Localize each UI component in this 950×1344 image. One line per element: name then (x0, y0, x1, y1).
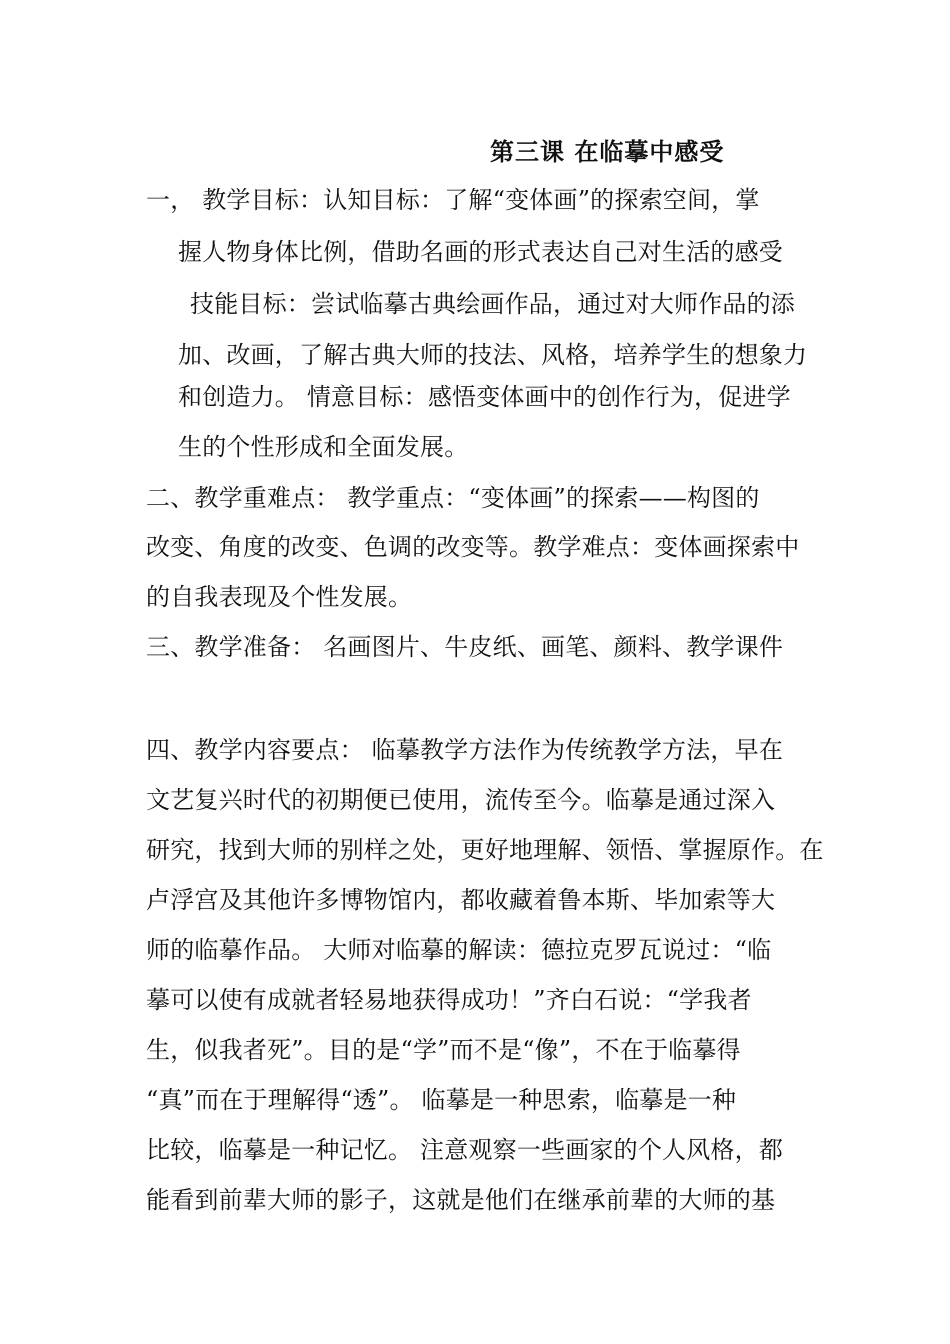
key-points-line-1: 二、教学重难点： 教学重点：“变体画”的探索——构图的 (146, 484, 760, 512)
content-line-10: 能看到前辈大师的影子，这就是他们在继承前辈的大师的基 (146, 1186, 776, 1214)
content-line-3: 研究，找到大师的别样之处，更好地理解、领悟、掌握原作。在 (146, 836, 824, 864)
content-line-4: 卢浮宫及其他许多博物馆内，都收藏着鲁本斯、毕加索等大 (146, 886, 776, 914)
key-points-line-2: 改变、角度的改变、色调的改变等。教学难点：变体画探索中 (146, 533, 800, 561)
content-line-7: 生，似我者死”。目的是“学”而不是“像”，不在于临摹得 (146, 1036, 741, 1064)
content-line-6: 摹可以使有成就者轻易地获得成功！”齐白石说：“学我者 (146, 986, 752, 1014)
lesson-title: 第三课 在临摹中感受 (490, 137, 725, 166)
objectives-line-2: 握人物身体比例，借助名画的形式表达自己对生活的感受 (178, 238, 783, 266)
objectives-line-1: 一， 教学目标：认知目标：了解“变体画”的探索空间，掌 (146, 186, 760, 214)
key-points-line-3: 的自我表现及个性发展。 (146, 583, 413, 611)
content-line-8: “真”而在于理解得“透”。 临摹是一种思索，临摹是一种 (146, 1086, 737, 1114)
preparation-line: 三、教学准备： 名画图片、牛皮纸、画笔、颜料、教学课件 (146, 633, 784, 661)
content-line-5: 师的临摹作品。 大师对临摹的解读：德拉克罗瓦说过：“临 (146, 936, 772, 964)
content-line-1: 四、教学内容要点： 临摹教学方法作为传统教学方法，早在 (146, 736, 784, 764)
objectives-line-3: 技能目标：尝试临摹古典绘画作品，通过对大师作品的添 (190, 290, 795, 318)
content-line-9: 比较，临摹是一种记忆。 注意观察一些画家的个人风格，都 (146, 1136, 784, 1164)
content-line-2: 文艺复兴时代的初期便已使用，流传至今。临摹是通过深入 (146, 786, 776, 814)
objectives-line-5: 和创造力。 情意目标：感悟变体画中的创作行为，促进学 (178, 383, 791, 411)
objectives-line-4: 加、改画，了解古典大师的技法、风格，培养学生的想象力 (178, 341, 808, 369)
objectives-line-6: 生的个性形成和全面发展。 (178, 433, 469, 461)
